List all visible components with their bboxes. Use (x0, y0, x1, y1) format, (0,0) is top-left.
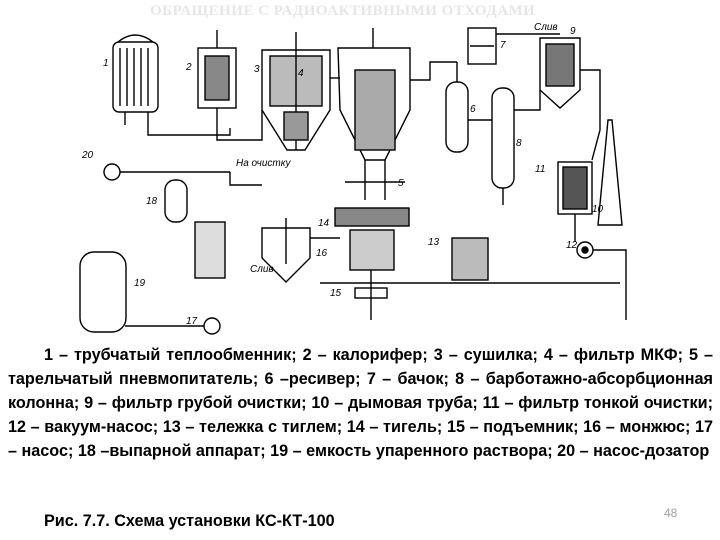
label-7: 7 (500, 40, 506, 51)
label-8: 8 (516, 138, 522, 149)
label-12: 12 (566, 240, 578, 251)
fine-filter-11 (558, 162, 592, 214)
label-3: 3 (254, 64, 260, 75)
legend-text: 1 – трубчатый теплообменник; 2 – калорифер; 3 – сушилка; 4 – фильтр МКФ; 5 – тарельчатый пневмопитатель; 6 –ресивер; 7 – бачок; 8 – барботажно-абсорбционная колонна; 9 – фильтр грубой очистки; 10 – дымовая труба; 11 – фильтр тонкой очистки; 12 – вакуум-насос; 13 – тележка с тиглем; 14 – тигель; 15 – подъемник; 16 – монжюс; 17 – насос; 18 –выпарной аппарат; 19 – емкость упаренного раствора; 20 – насос-дозатор (8, 346, 713, 460)
coarse-filter-9 (540, 38, 580, 108)
vessel-19 (80, 252, 126, 332)
dosing-pump-20 (104, 164, 230, 180)
label-drain-bottom: Слив (250, 264, 274, 275)
pump-17 (125, 318, 220, 334)
evaporator-18 (165, 180, 225, 278)
label-13: 13 (428, 237, 440, 248)
lift-15 (355, 270, 387, 320)
crucible-14 (335, 208, 409, 270)
label-6: 6 (470, 104, 476, 115)
label-5: 5 (398, 178, 404, 189)
label-2: 2 (186, 62, 192, 73)
label-19: 19 (134, 278, 146, 289)
vacuum-pump-12 (577, 242, 593, 258)
absorption-column-8 (492, 88, 514, 205)
dryer-3 (262, 32, 330, 150)
label-14: 14 (318, 218, 330, 229)
label-4: 4 (298, 68, 304, 79)
label-16: 16 (316, 248, 328, 259)
heater-2 (198, 30, 236, 128)
heat-exchanger-1 (113, 35, 158, 125)
label-17: 17 (186, 316, 198, 327)
feeder-column-5 (338, 28, 410, 200)
label-10: 10 (592, 204, 604, 215)
label-9: 9 (570, 26, 576, 37)
page-number: 48 (664, 506, 678, 520)
label-1: 1 (103, 58, 109, 69)
label-20: 20 (82, 150, 94, 161)
figure-caption: Рис. 7.7. Схема установки КС-КТ-100 (44, 512, 335, 530)
receiver-6 (446, 62, 468, 152)
label-15: 15 (330, 288, 342, 299)
header-title: ОБРАЩЕНИЕ С РАДИОАКТИВНЫМИ ОТХОДАМИ (150, 3, 536, 19)
label-to-cleaning: На очистку (236, 158, 291, 169)
label-11: 11 (535, 164, 546, 175)
label-18: 18 (146, 196, 158, 207)
label-drain-top: Слив (534, 22, 558, 33)
